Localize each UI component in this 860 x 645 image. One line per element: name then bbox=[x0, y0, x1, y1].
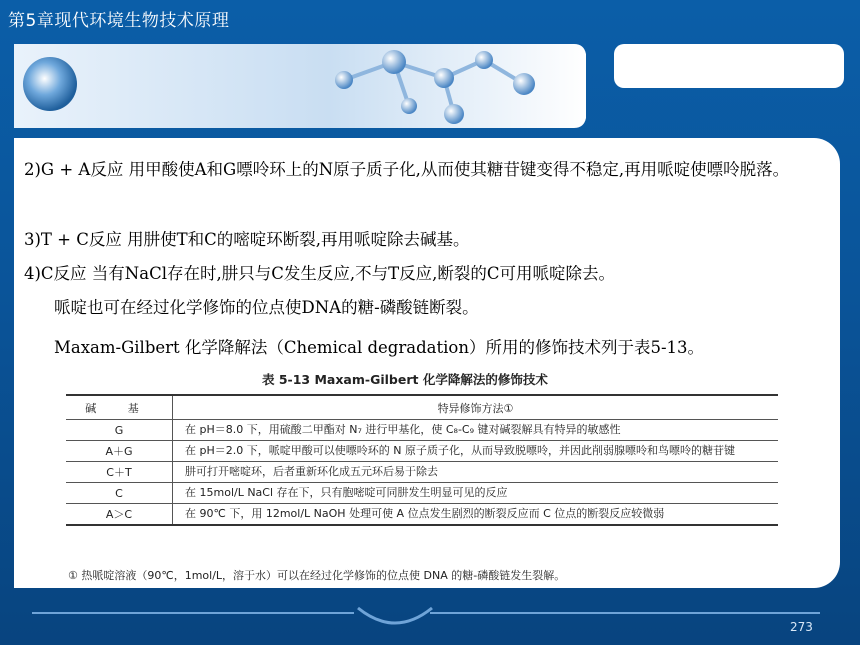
paragraph-maxam-gilbert: Maxam-Gilbert 化学降解法（Chemical degradation）所用的修饰技术列于表5-13。 bbox=[54, 338, 705, 357]
table-row bbox=[66, 420, 778, 441]
cell-method: 在 90℃ 下，用 12mol/L NaOH 处理可使 A 位点发生剧烈的断裂反应而 C 位点的断裂反应较微弱 bbox=[173, 504, 779, 526]
cell-method: 在 15mol/L NaCl 存在下，只有胞嘧啶可同肼发生明显可见的反应 bbox=[173, 483, 779, 504]
table-row bbox=[66, 462, 778, 483]
paragraph-tc-reaction: 3)T + C反应 用肼使T和C的嘧啶环断裂,再用哌啶除去碱基。 bbox=[24, 230, 470, 249]
paragraph-piperidine: 哌啶也可在经过化学修饰的位点使DNA的糖-磷酸链断裂。 bbox=[54, 298, 479, 317]
table-row bbox=[66, 441, 778, 462]
table-caption: 表 5-13 Maxam-Gilbert 化学降解法的修饰技术 bbox=[262, 372, 548, 387]
table-row bbox=[66, 504, 778, 526]
sphere-ornament-icon bbox=[23, 57, 77, 111]
footer-divider-left bbox=[32, 612, 354, 614]
cell-base: C＋T bbox=[66, 462, 173, 483]
footer-divider-right bbox=[430, 612, 820, 614]
modification-table bbox=[66, 394, 778, 526]
cell-base: G bbox=[66, 420, 173, 441]
table-footnote: ① 热哌啶溶液（90℃，1mol/L，溶于水）可以在经过化学修饰的位点使 DNA 的糖-磷酸链发生裂解。 bbox=[68, 569, 566, 582]
paragraph-c-reaction: 4)C反应 当有NaCl存在时,肼只与C发生反应,不与T反应,断裂的C可用哌啶除去。 bbox=[24, 264, 615, 283]
header-method: 特异修饰方法① bbox=[173, 395, 779, 420]
cell-method: 在 pH＝8.0 下，用硫酸二甲酯对 N₇ 进行甲基化，使 C₈-C₉ 键对碱裂解具有特异的敏感性 bbox=[173, 420, 779, 441]
paragraph-ga-reaction: 2)G + A反应 用甲酸使A和G嘌呤环上的N原子质子化,从而使其糖苷键变得不稳定,再用哌啶使嘌呤脱落。 bbox=[24, 160, 790, 179]
cell-method: 肼可打开嘧啶环，后者重新环化成五元环后易于除去 bbox=[173, 462, 779, 483]
cell-method: 在 pH＝2.0 下，哌啶甲酸可以使嘌呤环的 N 原子质子化，从而导致脱嘌呤，并因此削弱腺嘌呤和鸟嘌呤的糖苷键 bbox=[173, 441, 779, 462]
cell-base: C bbox=[66, 483, 173, 504]
footer-arc-ornament bbox=[356, 604, 434, 634]
chapter-title: 第5章现代环境生物技术原理 bbox=[8, 11, 230, 31]
table-row bbox=[66, 483, 778, 504]
cell-base: A＞C bbox=[66, 504, 173, 526]
table-header-row bbox=[66, 395, 778, 420]
page-number: 273 bbox=[790, 620, 813, 634]
header-banner bbox=[14, 40, 844, 132]
cell-base: A＋G bbox=[66, 441, 173, 462]
header-base: 碱 基 bbox=[66, 395, 173, 420]
